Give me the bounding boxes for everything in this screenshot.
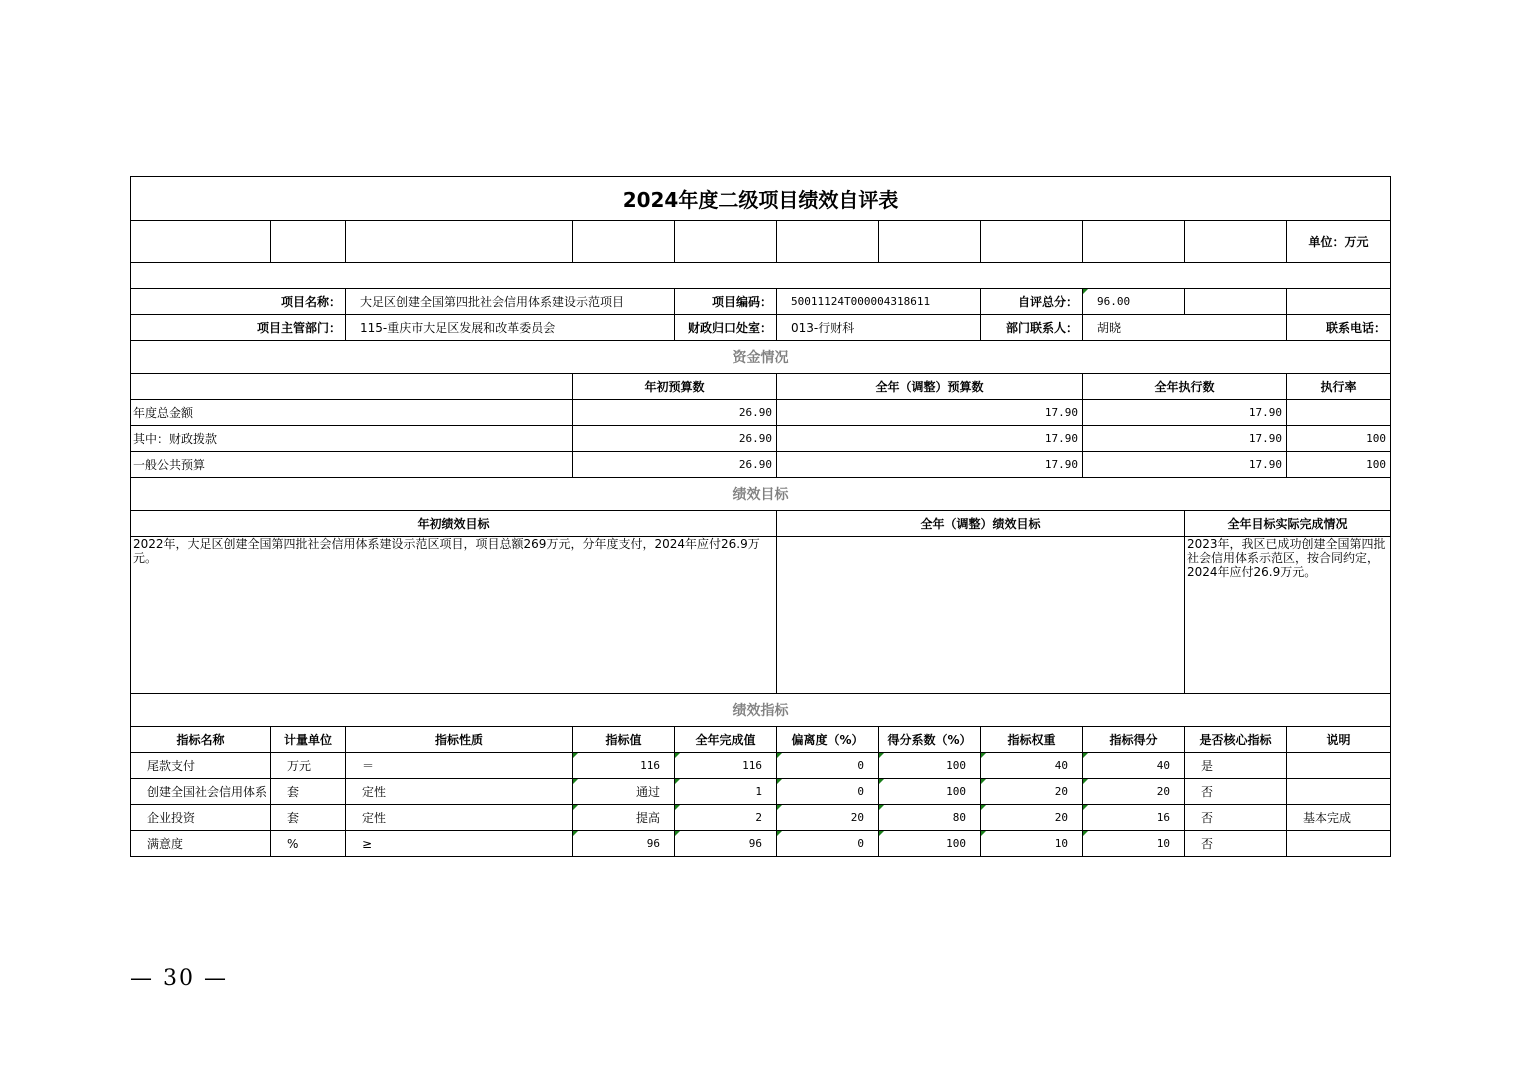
ind-deviation: 0 (777, 831, 879, 857)
ind-score: 40 (1083, 753, 1185, 779)
ind-note (1287, 753, 1391, 779)
contact-label: 部门联系人： (981, 315, 1083, 341)
finance-office-label: 财政归口处室： (675, 315, 777, 341)
funds-header-executed: 全年执行数 (1083, 374, 1287, 400)
ind-actual: 1 (675, 779, 777, 805)
ind-coef: 100 (879, 753, 981, 779)
funds-row-rate: 100 (1287, 452, 1391, 478)
ind-header-coef: 得分系数（%） (879, 727, 981, 753)
phone-label: 联系电话： (1287, 315, 1391, 341)
funds-row-initial: 26.90 (573, 426, 777, 452)
ind-weight: 20 (981, 805, 1083, 831)
goals-section-title: 绩效目标 (131, 478, 1391, 511)
goals-header-adjusted: 全年（调整）绩效目标 (777, 511, 1185, 537)
project-name-value: 大足区创建全国第四批社会信用体系建设示范项目 (346, 289, 675, 315)
table-title: 2024年度二级项目绩效自评表 (131, 177, 1391, 221)
ind-nature: ≥ (346, 831, 573, 857)
project-code-label: 项目编码： (675, 289, 777, 315)
funds-row-executed: 17.90 (1083, 452, 1287, 478)
funds-row-initial: 26.90 (573, 452, 777, 478)
indicator-row (131, 831, 1391, 857)
funds-row-executed: 17.90 (1083, 400, 1287, 426)
adjusted-goal-text (777, 537, 1185, 694)
finance-office-value: 013-行财科 (777, 315, 981, 341)
ind-nature: 定性 (346, 779, 573, 805)
ind-actual: 96 (675, 831, 777, 857)
ind-header-unit: 计量单位 (271, 727, 346, 753)
funds-row (131, 400, 1391, 426)
ind-note (1287, 831, 1391, 857)
ind-coef: 100 (879, 779, 981, 805)
ind-header-name: 指标名称 (131, 727, 271, 753)
ind-weight: 40 (981, 753, 1083, 779)
ind-target: 通过 (573, 779, 675, 805)
ind-weight: 10 (981, 831, 1083, 857)
unit-label: 单位：万元 (1287, 221, 1391, 263)
indicator-row (131, 779, 1391, 805)
ind-note (1287, 779, 1391, 805)
ind-unit: 万元 (271, 753, 346, 779)
goals-header-actual: 全年目标实际完成情况 (1185, 511, 1391, 537)
ind-score: 10 (1083, 831, 1185, 857)
funds-row-adjusted: 17.90 (777, 400, 1083, 426)
ind-name: 企业投资 (131, 805, 271, 831)
goals-header-initial: 年初绩效目标 (131, 511, 777, 537)
ind-target: 提高 (573, 805, 675, 831)
project-name-label: 项目名称： (131, 289, 346, 315)
ind-target: 96 (573, 831, 675, 857)
project-row-1 (131, 289, 1391, 315)
funds-header-adjusted: 全年（调整）预算数 (777, 374, 1083, 400)
funds-row-initial: 26.90 (573, 400, 777, 426)
ind-header-weight: 指标权重 (981, 727, 1083, 753)
ind-deviation: 20 (777, 805, 879, 831)
ind-core: 否 (1185, 831, 1287, 857)
ind-coef: 80 (879, 805, 981, 831)
ind-coef: 100 (879, 831, 981, 857)
goals-header-row (131, 511, 1391, 537)
ind-actual: 116 (675, 753, 777, 779)
funds-row (131, 452, 1391, 478)
ind-core: 否 (1185, 805, 1287, 831)
ind-header-target: 指标值 (573, 727, 675, 753)
ind-unit: 套 (271, 779, 346, 805)
ind-weight: 20 (981, 779, 1083, 805)
unit-row (131, 221, 1391, 263)
ind-unit: 套 (271, 805, 346, 831)
ind-unit: % (271, 831, 346, 857)
funds-row (131, 426, 1391, 452)
funds-header-row (131, 374, 1391, 400)
funds-row-adjusted: 17.90 (777, 452, 1083, 478)
indicators-section-title: 绩效指标 (131, 694, 1391, 727)
ind-nature: 定性 (346, 805, 573, 831)
funds-row-label: 一般公共预算 (131, 452, 573, 478)
ind-name: 尾款支付 (131, 753, 271, 779)
project-row-2 (131, 315, 1391, 341)
project-code-value: 50011124T000004318611 (777, 289, 981, 315)
indicator-row (131, 753, 1391, 779)
self-score-label: 自评总分： (981, 289, 1083, 315)
ind-score: 20 (1083, 779, 1185, 805)
actual-completion-text: 2023年，我区已成功创建全国第四批社会信用体系示范区，按合同约定，2024年应付26.9万元。 (1185, 537, 1391, 694)
page-number: — 30 — (130, 966, 228, 991)
performance-evaluation-table (130, 176, 1391, 857)
ind-core: 是 (1185, 753, 1287, 779)
ind-header-deviation: 偏离度（%） (777, 727, 879, 753)
funds-row-label: 年度总金额 (131, 400, 573, 426)
funds-row-label: 其中：财政拨款 (131, 426, 573, 452)
ind-header-score: 指标得分 (1083, 727, 1185, 753)
funds-section-title: 资金情况 (131, 341, 1391, 374)
ind-name: 创建全国社会信用体系 (131, 779, 271, 805)
initial-goal-text: 2022年，大足区创建全国第四批社会信用体系建设示范区项目，项目总额269万元，分年度支付，2024年应付26.9万元。 (131, 537, 777, 694)
self-score-value: 96.00 (1083, 289, 1185, 315)
ind-target: 116 (573, 753, 675, 779)
funds-row-executed: 17.90 (1083, 426, 1287, 452)
ind-note: 基本完成 (1287, 805, 1391, 831)
ind-score: 16 (1083, 805, 1185, 831)
ind-actual: 2 (675, 805, 777, 831)
dept-label: 项目主管部门： (131, 315, 346, 341)
funds-row-adjusted: 17.90 (777, 426, 1083, 452)
contact-value: 胡晓 (1083, 315, 1287, 341)
ind-deviation: 0 (777, 753, 879, 779)
indicators-header-row (131, 727, 1391, 753)
ind-header-actual: 全年完成值 (675, 727, 777, 753)
goals-content-row (131, 537, 1391, 694)
indicator-row (131, 805, 1391, 831)
funds-header-initial: 年初预算数 (573, 374, 777, 400)
ind-header-core: 是否核心指标 (1185, 727, 1287, 753)
ind-name: 满意度 (131, 831, 271, 857)
funds-row-rate: 100 (1287, 426, 1391, 452)
ind-header-note: 说明 (1287, 727, 1391, 753)
funds-header-rate: 执行率 (1287, 374, 1391, 400)
ind-deviation: 0 (777, 779, 879, 805)
ind-nature: ＝ (346, 753, 573, 779)
funds-row-rate (1287, 400, 1391, 426)
dept-value: 115-重庆市大足区发展和改革委员会 (346, 315, 675, 341)
ind-header-nature: 指标性质 (346, 727, 573, 753)
blank-row (131, 263, 1391, 289)
ind-core: 否 (1185, 779, 1287, 805)
